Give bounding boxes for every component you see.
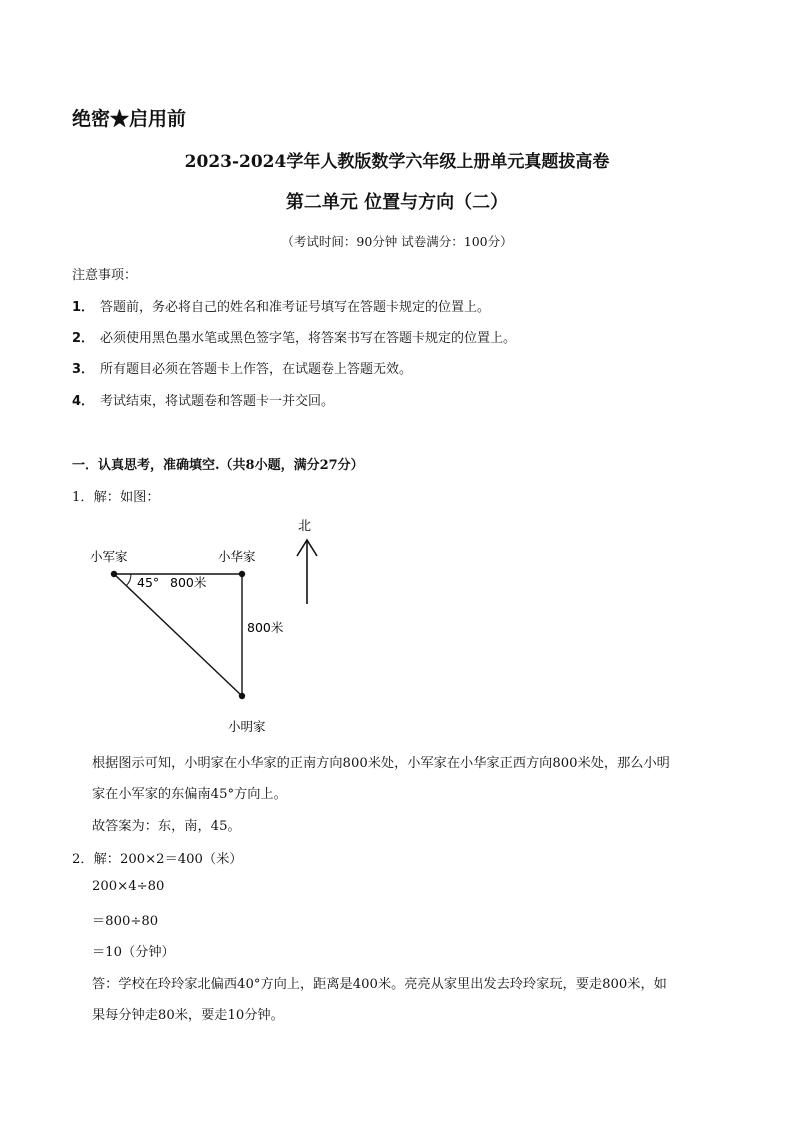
q2-step: ＝10（分钟） [92, 945, 175, 960]
point-xiaoming [239, 693, 245, 699]
q1-label: 1．解：如图： [72, 490, 160, 505]
notes-heading: 注意事项： [72, 268, 138, 283]
note-item: 3． 所有题目必须在答题卡上作答，在试题卷上答题无效。 [72, 362, 413, 377]
q2-step: 200×4÷80 [92, 879, 165, 894]
point-xiaohua [239, 571, 245, 577]
note-item: 4． 考试结束，将试题卷和答题卡一并交回。 [72, 394, 335, 409]
q2-label: 2．解：200×2＝400（米） [72, 852, 243, 867]
q1-answer: 故答案为：东，南，45。 [92, 819, 241, 834]
exam-title: 2023-2024学年人教版数学六年级上册单元真题拔高卷 [184, 152, 610, 172]
north-label: 北 [298, 519, 312, 534]
label-angle: 45° [137, 575, 160, 590]
point-xiaojun [111, 571, 117, 577]
exam-subtitle: 第二单元 位置与方向（二） [285, 192, 509, 213]
q2-step: ＝800÷80 [92, 914, 159, 929]
label-xiaohua: 小华家 [218, 549, 256, 564]
label-xiaojun: 小军家 [90, 549, 128, 564]
section-heading: 一．认真思考，准确填空.（共8小题，满分27分） [72, 458, 364, 473]
note-item: 2． 必须使用黑色墨水笔或黑色签字笔，将答案书写在答题卡规定的位置上。 [72, 331, 517, 346]
secret-label: 绝密★启用前 [72, 108, 187, 130]
q1-explain: 家在小军家的东偏南45°方向上。 [92, 787, 287, 802]
angle-arc [126, 574, 131, 586]
note-item: 1． 答题前，务必将自己的姓名和准考证号填写在答题卡规定的位置上。 [72, 300, 491, 315]
q2-answer: 答：学校在玲玲家北偏西40°方向上，距离是400米。亮亮从家里出发去玲玲家玩，要走800米，如 [92, 977, 667, 992]
label-dist-horizontal: 800米 [170, 575, 207, 590]
label-xiaoming: 小明家 [228, 719, 266, 734]
q1-explain: 根据图示可知，小明家在小华家的正南方向800米处，小军家在小华家正西方向800米处，那么小明 [92, 756, 670, 771]
exam-info: （考试时间：90分钟 试卷满分：100分） [281, 234, 513, 249]
label-dist-vertical: 800米 [247, 620, 284, 635]
line-xiaojun-xiaoming [114, 574, 242, 696]
q2-answer: 果每分钟走80米，要走10分钟。 [92, 1008, 284, 1023]
